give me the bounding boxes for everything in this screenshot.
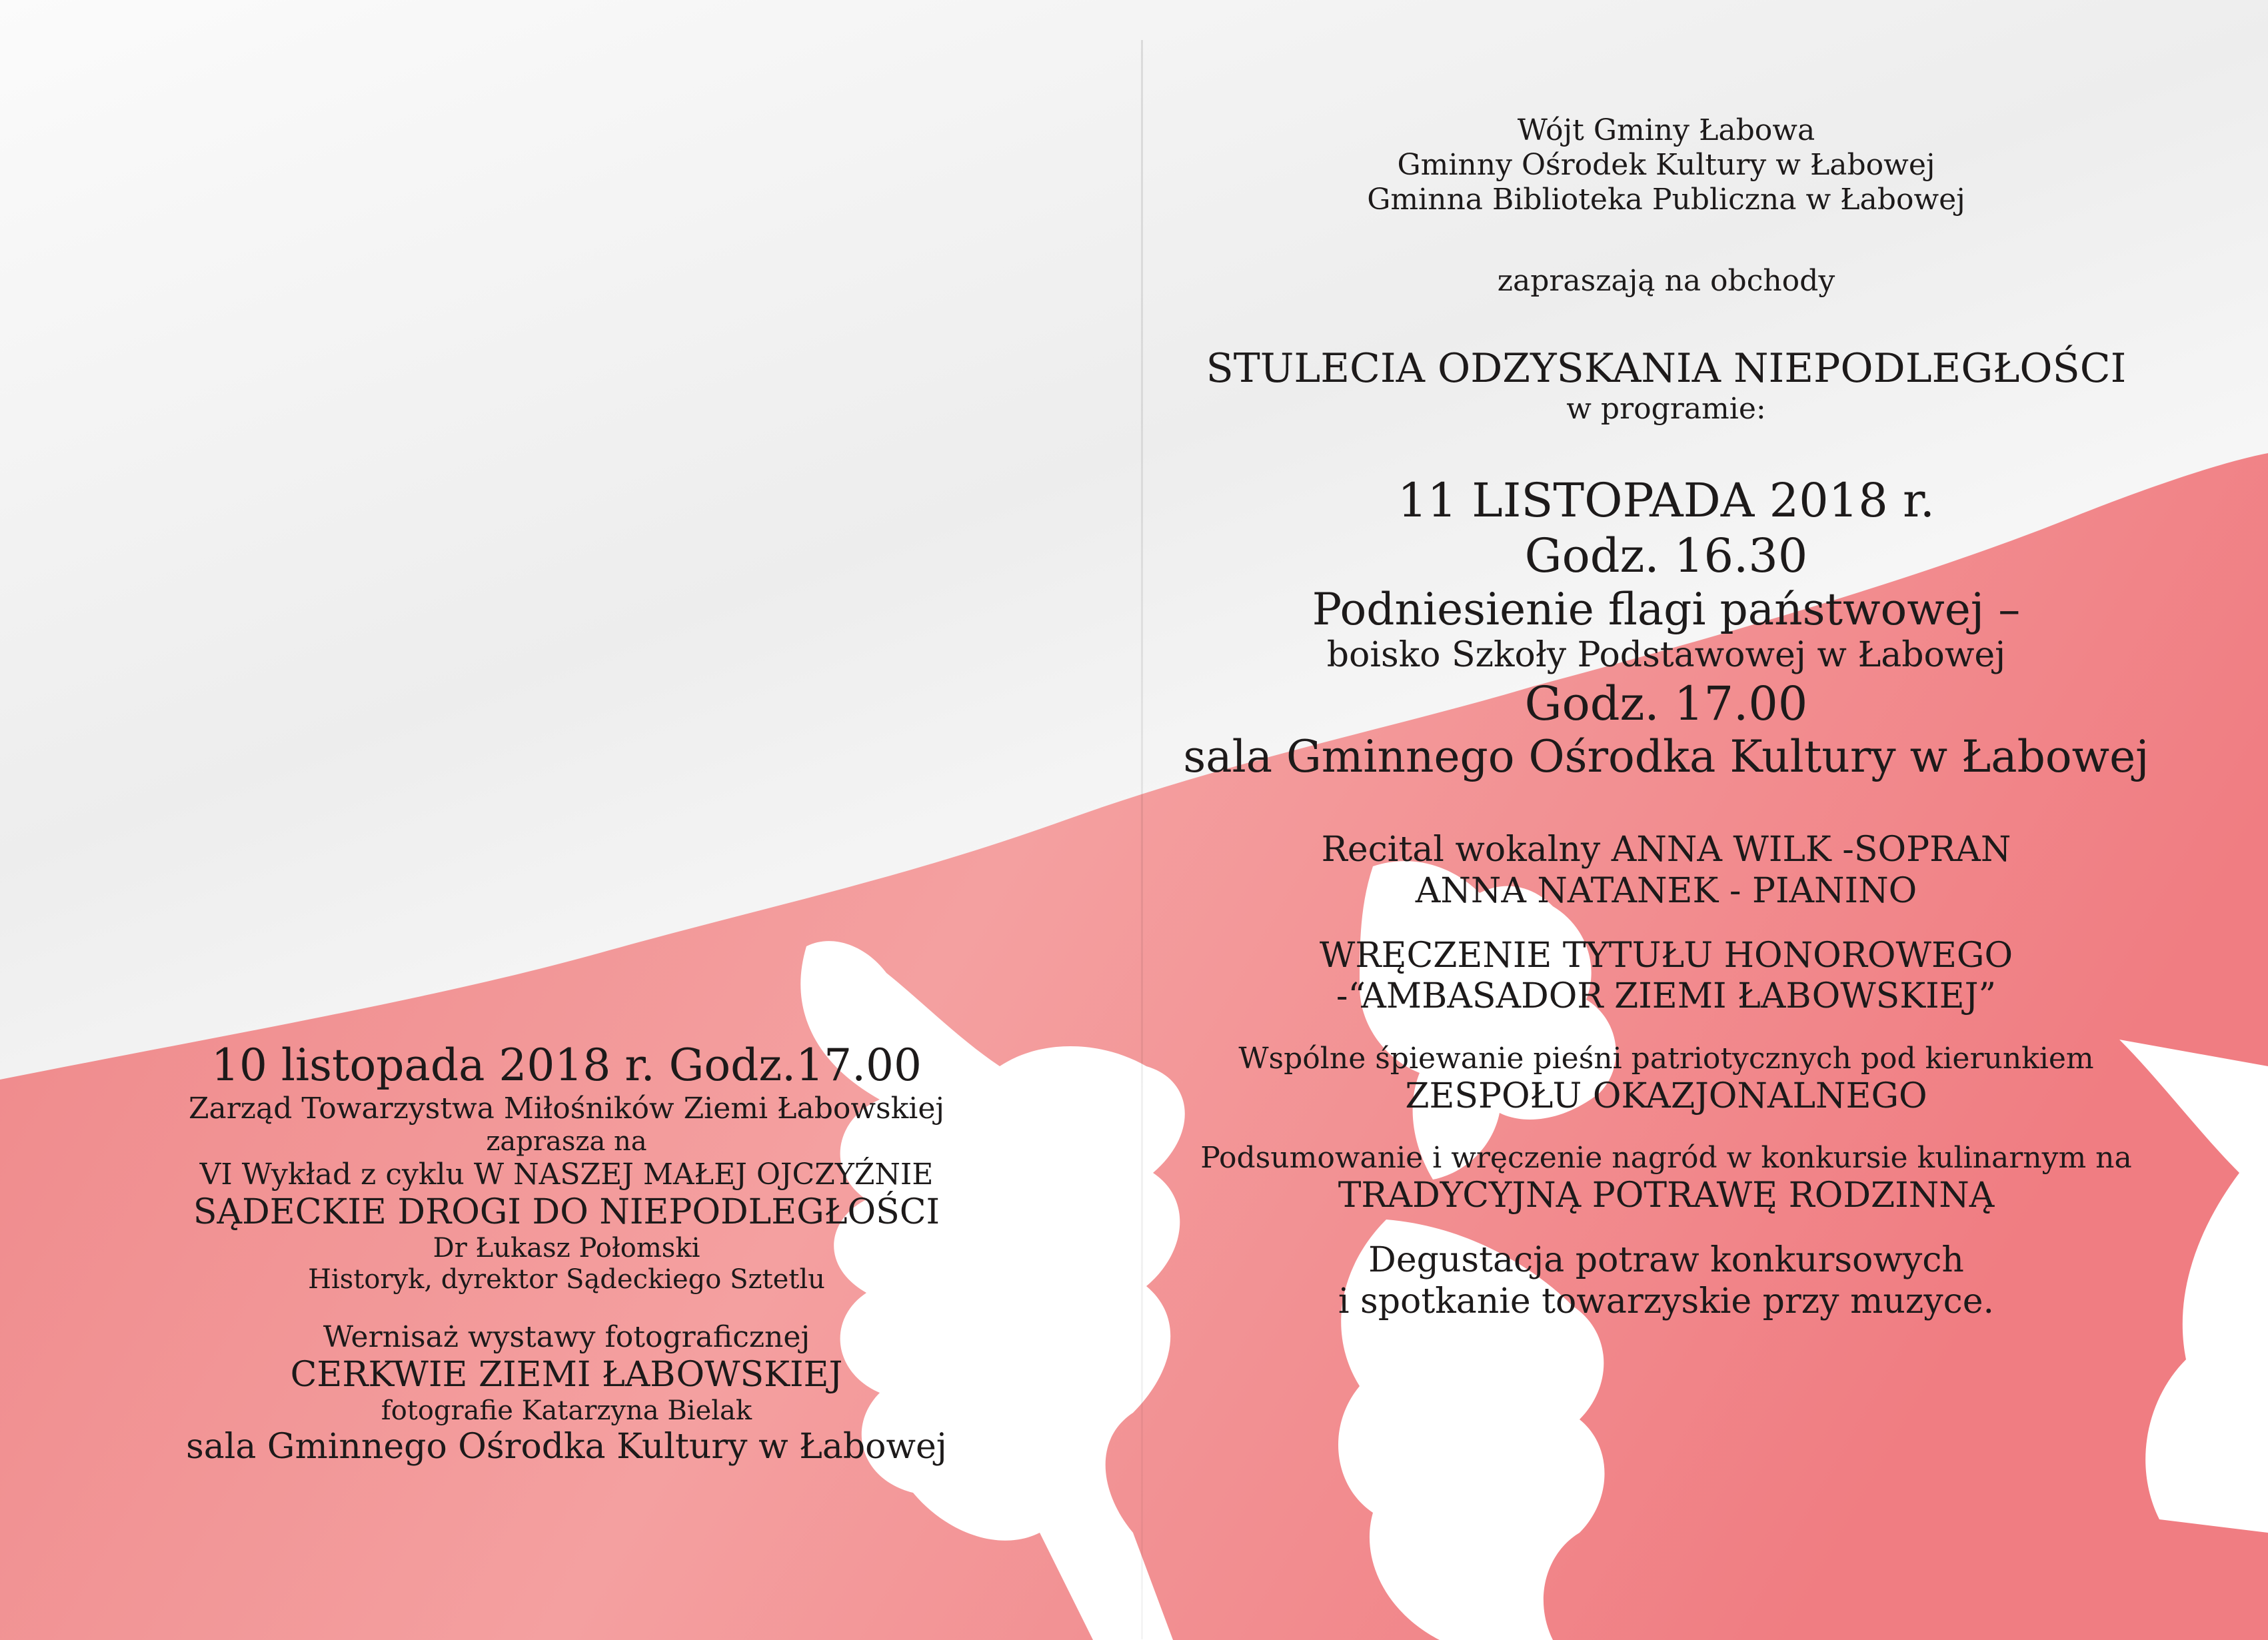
event-time-2: Godz. 17.00: [1524, 676, 1808, 731]
organizer-line: Gminna Biblioteka Publiczna w Łabowej: [1367, 182, 1965, 217]
right-panel: [1133, 113, 2199, 1322]
left-event-date: 10 listopada 2018 r. Godz.17.00: [211, 1040, 922, 1091]
organizer-line: Gminny Ośrodek Kultury w Łabowej: [1397, 147, 1935, 182]
organizer-line: Wójt Gminy Łabowa: [1517, 113, 1815, 147]
award-line: WRĘCZENIE TYTUŁU HONOROWEGO: [1319, 935, 2013, 976]
tasting-line: Degustacja potraw konkursowych: [1368, 1240, 1964, 1281]
flag-raising-place: boisko Szkoły Podstawowej w Łabowej: [1326, 635, 2006, 676]
left-panel: [133, 1040, 1000, 1467]
left-venue: sala Gminnego Ośrodka Kultury w Łabowej: [186, 1427, 947, 1467]
program-subtitle: w programie:: [1566, 392, 1766, 426]
photographer: fotografie Katarzyna Bielak: [381, 1395, 752, 1426]
award-line: -“AMBASADOR ZIEMI ŁABOWSKIEJ”: [1336, 976, 1997, 1017]
speaker-role: Historyk, dyrektor Sądeckiego Sztetlu: [308, 1264, 825, 1295]
singing-line: ZESPOŁU OKAZJONALNEGO: [1405, 1076, 1927, 1116]
singing-line: Wspólne śpiewanie pieśni patriotycznych pod kierunkiem: [1238, 1041, 2094, 1076]
contest-line: TRADYCYJNĄ POTRAWĘ RODZINNĄ: [1338, 1175, 1995, 1216]
tasting-line: i spotkanie towarzyskie przy muzyce.: [1338, 1281, 1995, 1321]
event-date: 11 LISTOPADA 2018 r.: [1397, 473, 1935, 528]
left-organizer: Zarząd Towarzystwa Miłośników Ziemi Łabowskiej: [188, 1091, 945, 1126]
contest-line: Podsumowanie i wręczenie nagród w konkursie kulinarnym na: [1200, 1140, 2132, 1175]
recital-line: Recital wokalny ANNA WILK -SOPRAN: [1321, 830, 2011, 870]
exhibition-label: Wernisaż wystawy fotograficznej: [323, 1319, 810, 1354]
main-title: STULECIA ODZYSKANIA NIEPODLEGŁOŚCI: [1206, 345, 2127, 392]
speaker-name: Dr Łukasz Połomski: [433, 1233, 700, 1264]
exhibition-title: CERKWIE ZIEMI ŁABOWSKIEJ: [290, 1354, 843, 1395]
flag-raising: Podniesienie flagi państwowej –: [1312, 583, 2021, 635]
recital-line: ANNA NATANEK - PIANINO: [1415, 870, 1917, 911]
left-invite: zaprasza na: [486, 1126, 647, 1157]
event-venue: sala Gminnego Ośrodka Kultury w Łabowej: [1183, 731, 2149, 783]
event-time-1: Godz. 16.30: [1524, 528, 1808, 583]
lecture-series: VI Wykład z cyklu W NASZEJ MAŁEJ OJCZYŹNIE: [199, 1157, 934, 1192]
lecture-title: SĄDECKIE DROGI DO NIEPODLEGŁOŚCI: [193, 1192, 940, 1232]
invite-text: zapraszają na obchody: [1497, 263, 1835, 298]
